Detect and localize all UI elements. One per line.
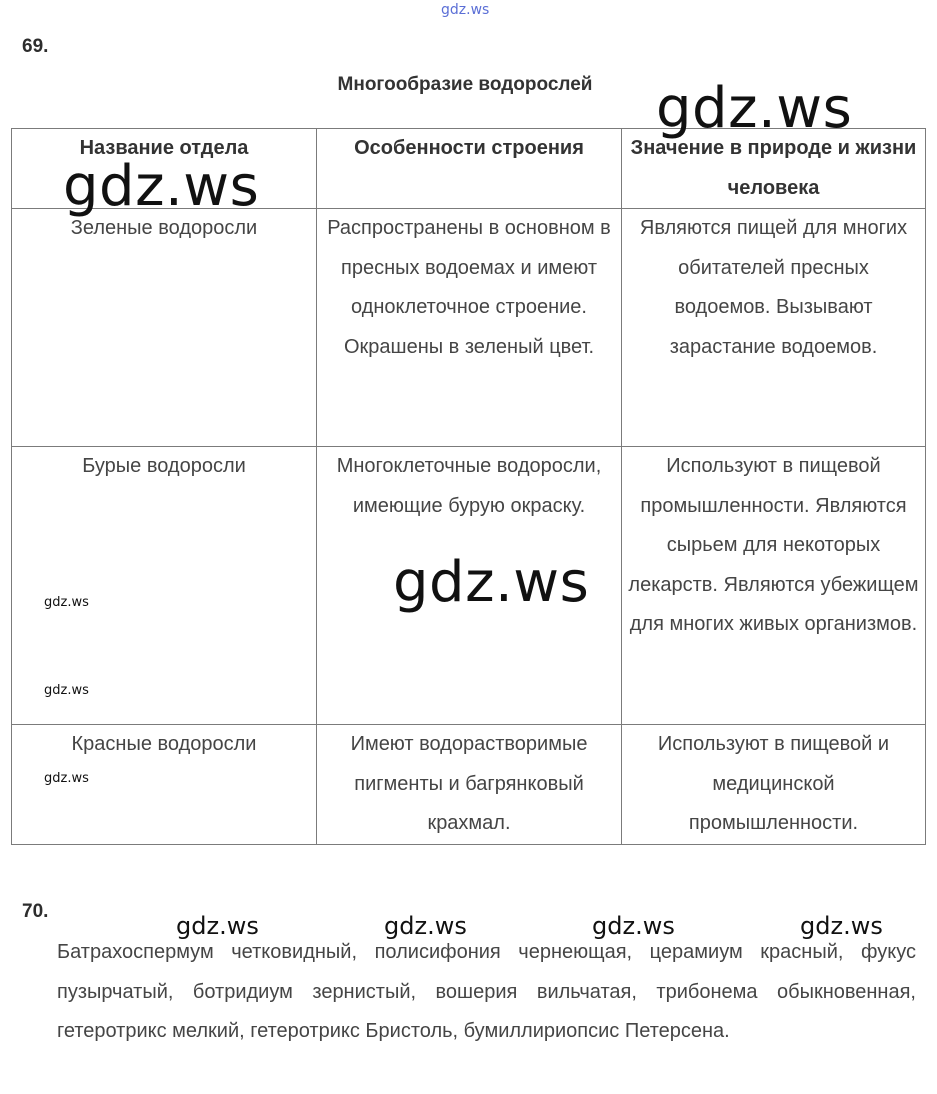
cell-significance: Используют в пищевой промышленности. Являются сырьем для некоторых лекарств. Являются убежищем для многих живых организмов.: [622, 447, 926, 725]
cell-structure: Многоклеточные водоросли, имеющие бурую окраску.: [317, 447, 622, 725]
table-row: [12, 725, 926, 845]
cell-structure: Распространены в основном в пресных водоемах и имеют одноклеточное строение. Окрашены в зеленый цвет.: [317, 209, 622, 447]
task-70-number: 70.: [22, 901, 49, 922]
cell-division: Красные водоросли: [12, 725, 317, 845]
cell-structure: Имеют водорастворимые пигменты и багрянковый крахмал.: [317, 725, 622, 845]
header-structure: Особенности строения: [317, 129, 622, 209]
species-list: Батрахоспермум четковидный, полисифония чернеющая, церамиум красный, фукус пузырчатый, ботридиум зернистый, вошерия вильчатая, трибонема обыкновенная, гетеротрикс мелкий, гетеротрикс Бристоль, бумиллириопсис Петерсена.: [57, 941, 916, 1043]
algae-table: [11, 128, 926, 845]
header-significance: Значение в природе и жизни человека: [622, 129, 926, 209]
watermark-medium: gdz.ws: [800, 912, 883, 940]
table-row: [12, 209, 926, 447]
watermark-small: gdz.ws: [44, 683, 89, 698]
watermark-small: gdz.ws: [44, 595, 89, 610]
cell-division: Бурые водоросли: [12, 447, 317, 725]
task-69-number: 69.: [22, 36, 49, 57]
watermark-medium: gdz.ws: [384, 912, 467, 940]
watermark-small: gdz.ws: [44, 771, 89, 786]
table-title: Многообразие водорослей: [337, 74, 593, 95]
cell-division: Зеленые водоросли: [12, 209, 317, 447]
watermark-large: gdz.ws: [656, 76, 853, 141]
cell-significance: Используют в пищевой и медицинской промышленности.: [622, 725, 926, 845]
watermark-large: gdz.ws: [393, 550, 590, 615]
header-division: Название отдела: [12, 129, 317, 209]
watermark-medium: gdz.ws: [592, 912, 675, 940]
watermark-top: gdz.ws: [441, 2, 490, 18]
watermark-large: gdz.ws: [63, 154, 260, 219]
watermark-medium: gdz.ws: [176, 912, 259, 940]
cell-significance: Являются пищей для многих обитателей пресных водоемов. Вызывают зарастание водоемов.: [622, 209, 926, 447]
